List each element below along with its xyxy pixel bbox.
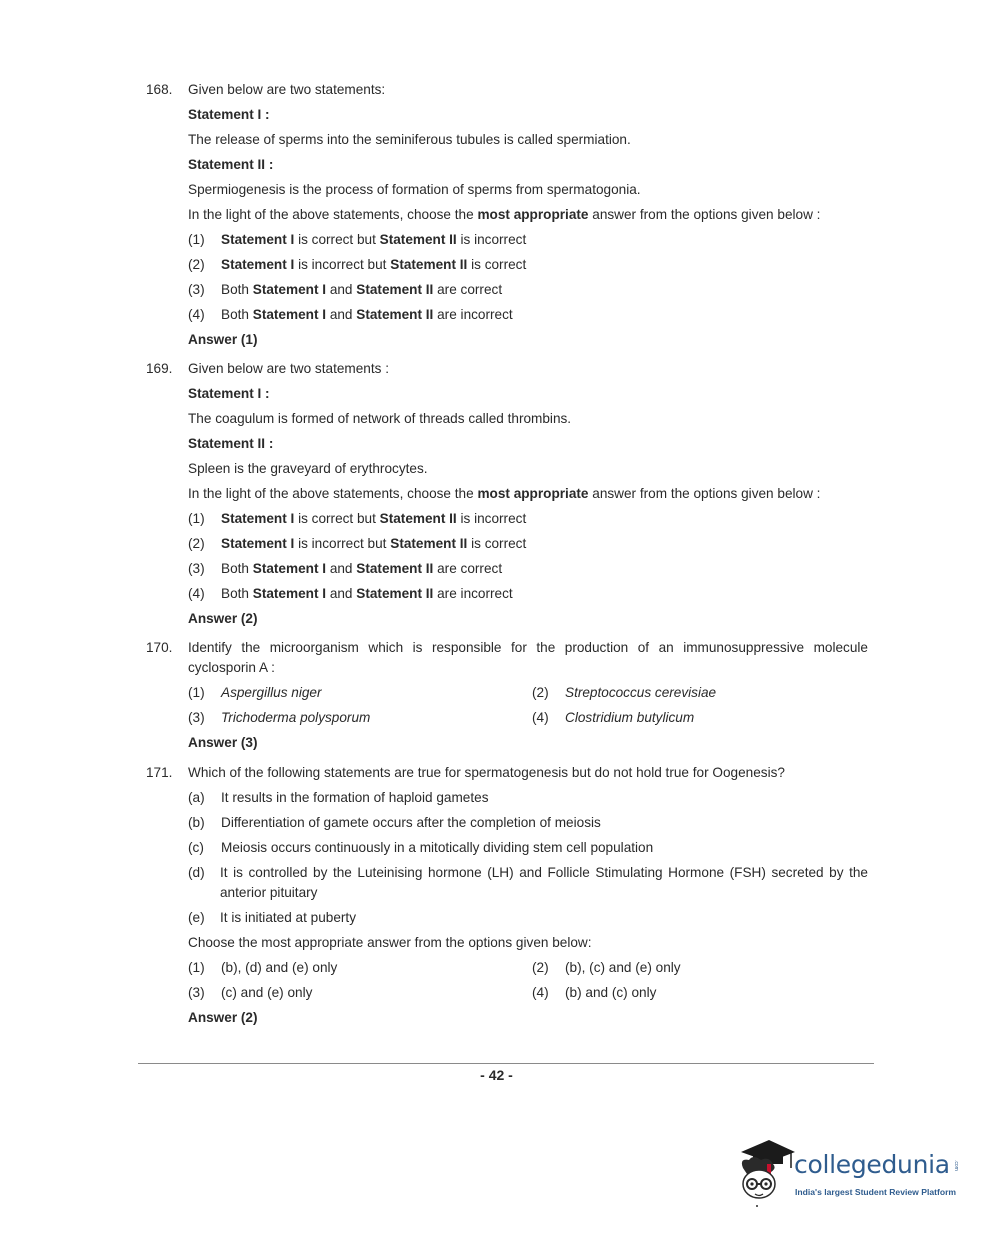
option-number: (1) [188,232,205,247]
option-number: (3) [188,561,205,576]
option-1: Statement I is correct but Statement II is incorrect [221,511,527,526]
answer: Answer (3) [188,735,258,750]
statement-1-label: Statement I : [188,107,270,122]
statement-a: It results in the formation of haploid gametes [221,790,489,805]
statement-d: It is controlled by the Luteinising hormone (LH) and Follicle Stimulating Hormone (FSH) secreted by the anterior pituitary [220,865,868,900]
statement-letter: (a) [188,790,205,805]
option-number: (1) [188,960,205,975]
option-4: Both Statement I and Statement II are incorrect [221,586,513,601]
question-intro: Given below are two statements : [188,361,389,376]
option-4: Both Statement I and Statement II are incorrect [221,307,513,322]
question-number: 169. [146,361,173,376]
option-2: Streptococcus cerevisiae [565,685,717,700]
statement-1-label: Statement I : [188,386,270,401]
question-intro: Given below are two statements: [188,82,386,97]
option-number: (1) [188,511,205,526]
answer: Answer (2) [188,611,258,626]
collegedunia-logo [733,1138,963,1208]
option-2: Statement I is incorrect but Statement II is correct [221,257,527,272]
question-text: Which of the following statements are true for spermatogenesis but do not hold true for Oogenesis? [188,765,785,780]
option-2: (b), (c) and (e) only [565,960,681,975]
option-4: Clostridium butylicum [565,710,695,725]
question-prompt: In the light of the above statements, choose the most appropriate answer from the options given below : [188,486,821,501]
mascot-icon [733,1138,797,1208]
question-prompt: Choose the most appropriate answer from the options given below: [188,935,592,950]
option-number: (4) [188,307,205,322]
question-prompt: In the light of the above statements, choose the most appropriate answer from the options given below : [188,207,821,222]
answer: Answer (1) [188,332,258,347]
statement-2-text: Spermiogenesis is the process of formation of sperms from spermatogonia. [188,182,641,197]
question-text: Identify the microorganism which is responsible for the production of an immunosuppressive molecule cyclosporin A : [188,640,868,675]
logo-wordmark: collegedunia [794,1150,950,1179]
option-1: Aspergillus niger [221,685,322,700]
option-3: Trichoderma polysporum [221,710,371,725]
statement-c: Meiosis occurs continuously in a mitotically dividing stem cell population [221,840,654,855]
statement-2-label: Statement II : [188,436,274,451]
option-1: Statement I is correct but Statement II is incorrect [221,232,527,247]
option-1: (b), (d) and (e) only [221,960,338,975]
option-number: (4) [188,586,205,601]
statement-1-text: The release of sperms into the seminiferous tubules is called spermiation. [188,132,631,147]
footer-divider [138,1063,874,1064]
option-3: (c) and (e) only [221,985,313,1000]
option-number: (2) [532,960,549,975]
statement-1-text: The coagulum is formed of network of threads called thrombins. [188,411,572,426]
answer: Answer (2) [188,1010,258,1025]
page-number: - 42 - [480,1067,513,1083]
question-number: 171. [146,765,173,780]
option-2: Statement I is incorrect but Statement II is correct [221,536,527,551]
option-number: (2) [188,257,205,272]
option-number: (4) [532,985,549,1000]
option-3: Both Statement I and Statement II are correct [221,561,503,576]
option-4: (b) and (c) only [565,985,657,1000]
question-number: 170. [146,640,173,655]
statement-letter: (e) [188,910,205,925]
option-number: (3) [188,282,205,297]
statement-letter: (d) [188,865,205,880]
option-number: (4) [532,710,549,725]
option-3: Both Statement I and Statement II are correct [221,282,503,297]
option-number: (3) [188,985,205,1000]
logo-suffix: .com [953,1160,959,1171]
option-number: (3) [188,710,205,725]
statement-e: It is initiated at puberty [220,910,357,925]
statement-2-label: Statement II : [188,157,274,172]
statement-letter: (c) [188,840,204,855]
statement-b: Differentiation of gamete occurs after the completion of meiosis [221,815,601,830]
option-number: (2) [188,536,205,551]
question-number: 168. [146,82,173,97]
option-number: (1) [188,685,205,700]
statement-letter: (b) [188,815,205,830]
logo-tagline: India's largest Student Review Platform [795,1187,957,1197]
option-number: (2) [532,685,549,700]
statement-2-text: Spleen is the graveyard of erythrocytes. [188,461,428,476]
